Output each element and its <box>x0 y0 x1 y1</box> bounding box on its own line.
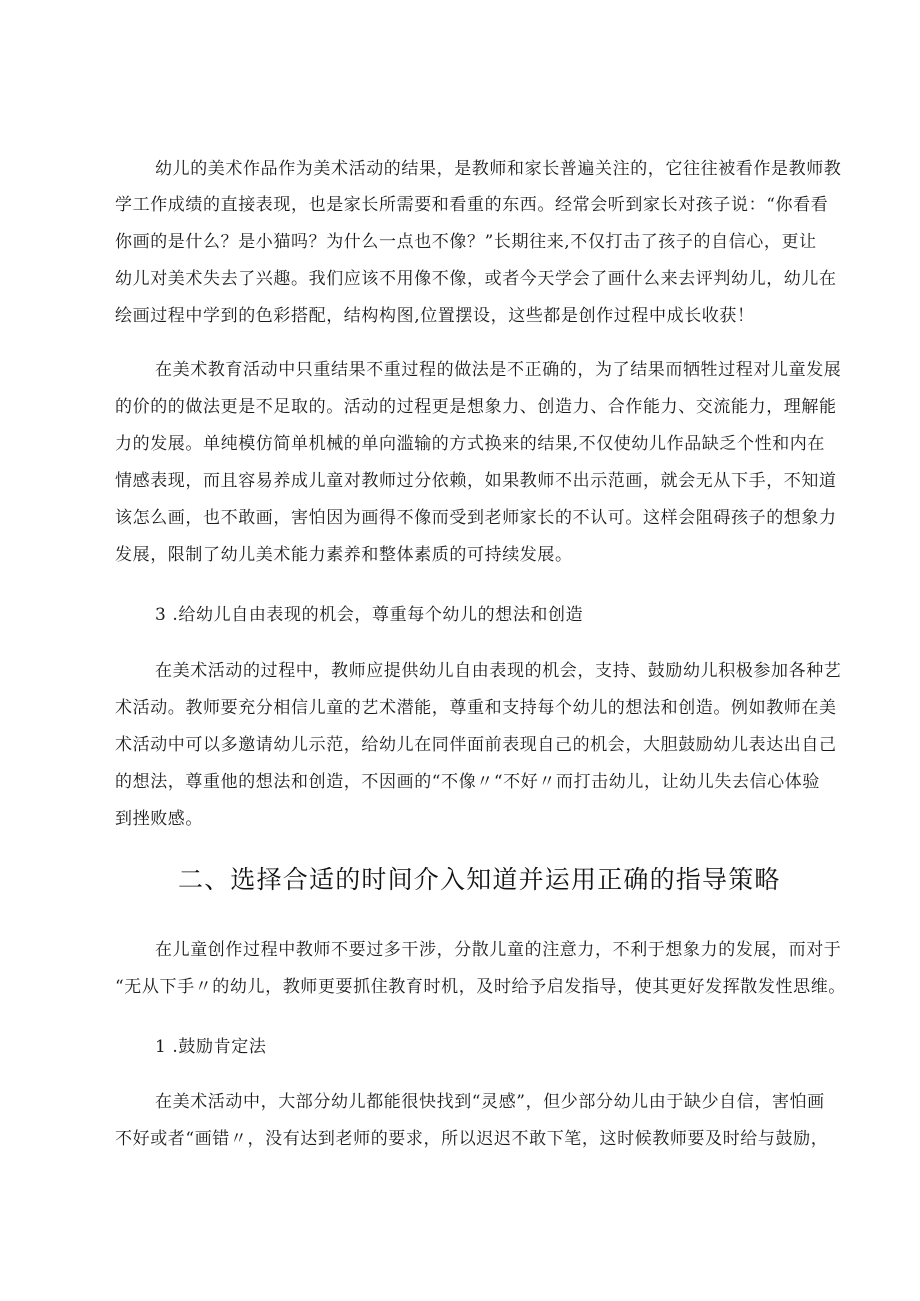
paragraph-line: 情感表现，而且容易养成儿童对教师过分依赖，如果教师不出示范画，就会无从下手，不知道 <box>115 471 837 491</box>
subsection-title: 3 .给幼儿自由表现的机会，尊重每个幼儿的想法和创造 <box>155 605 584 625</box>
paragraph-line: 绘画过程中学到的色彩搭配，结构构图,位置摆设，这些都是创作过程中成长收获！ <box>115 306 755 326</box>
paragraph-line: 幼儿的美术作品作为美术活动的结果，是教师和家长普遍关注的，它往往被看作是教师教 <box>155 159 842 179</box>
paragraph-line: 的价的的做法更是不足取的。活动的过程更是想象力、创造力、合作能力、交流能力，理解能 <box>115 397 837 417</box>
paragraph-line: 在美术教育活动中只重结果不重过程的做法是不正确的，为了结果而牺牲过程对儿童发展 <box>155 360 842 380</box>
paragraph-line: “无从下手〃的幼儿，教师更要抓住教育时机，及时给予启发指导，使其更好发挥散发性思维。 <box>115 977 846 997</box>
paragraph-line: 不好或者“画错〃，没有达到老师的要求，所以迟迟不敢下笔，这时候教师要及时给与鼓励， <box>115 1129 829 1149</box>
paragraph-line: 在美术活动的过程中，教师应提供幼儿自由表现的机会，支持、鼓励幼儿积极参加各种艺 <box>155 661 842 681</box>
section-heading: 二、选择合适的时间介入知道并运用正确的指导策略 <box>178 865 781 894</box>
paragraph-line: 你画的是什么？是小猫吗？为什么一点也不像？”长期往来,不仅打击了孩子的自信心，更让 <box>115 232 817 252</box>
paragraph-line: 术活动。教师要充分相信儿童的艺术潜能，尊重和支持每个幼儿的想法和创造。例如教师在美 <box>115 698 837 718</box>
paragraph-line: 术活动中可以多邀请幼儿示范，给幼儿在同伴面前表现自己的机会，大胆鼓励幼儿表达出自己 <box>115 735 837 755</box>
paragraph-line: 发展，限制了幼儿美术能力素养和整体素质的可持续发展。 <box>115 545 573 565</box>
paragraph-line: 该怎么画，也不敢画，害怕因为画得不像而受到老师家长的不认可。这样会阻碍孩子的想象力 <box>115 508 837 528</box>
paragraph-line: 到挫败感。 <box>115 809 203 829</box>
paragraph-line: 的想法，尊重他的想法和创造，不因画的“不像〃“不好〃而打击幼儿，让幼儿失去信心体验 <box>115 772 820 792</box>
paragraph-line: 在儿童创作过程中教师不要过多干涉，分散儿童的注意力，不利于想象力的发展，而对于 <box>155 940 842 960</box>
subsection-title: 1 .鼓励肯定法 <box>155 1037 267 1057</box>
paragraph-line: 学工作成绩的直接表现，也是家长所需要和看重的东西。经常会听到家长对孩子说：“你看看 <box>115 195 829 215</box>
paragraph-line: 力的发展。单纯模仿简单机械的单向滥输的方式换来的结果,不仅使幼儿作品缺乏个性和内在 <box>115 434 826 454</box>
paragraph-line: 在美术活动中，大部分幼儿都能很快找到“灵感”，但少部分幼儿由于缺少自信，害怕画 <box>155 1092 825 1112</box>
paragraph-line: 幼儿对美术失去了兴趣。我们应该不用像不像，或者今天学会了画什么来去评判幼儿，幼儿在 <box>115 269 837 289</box>
